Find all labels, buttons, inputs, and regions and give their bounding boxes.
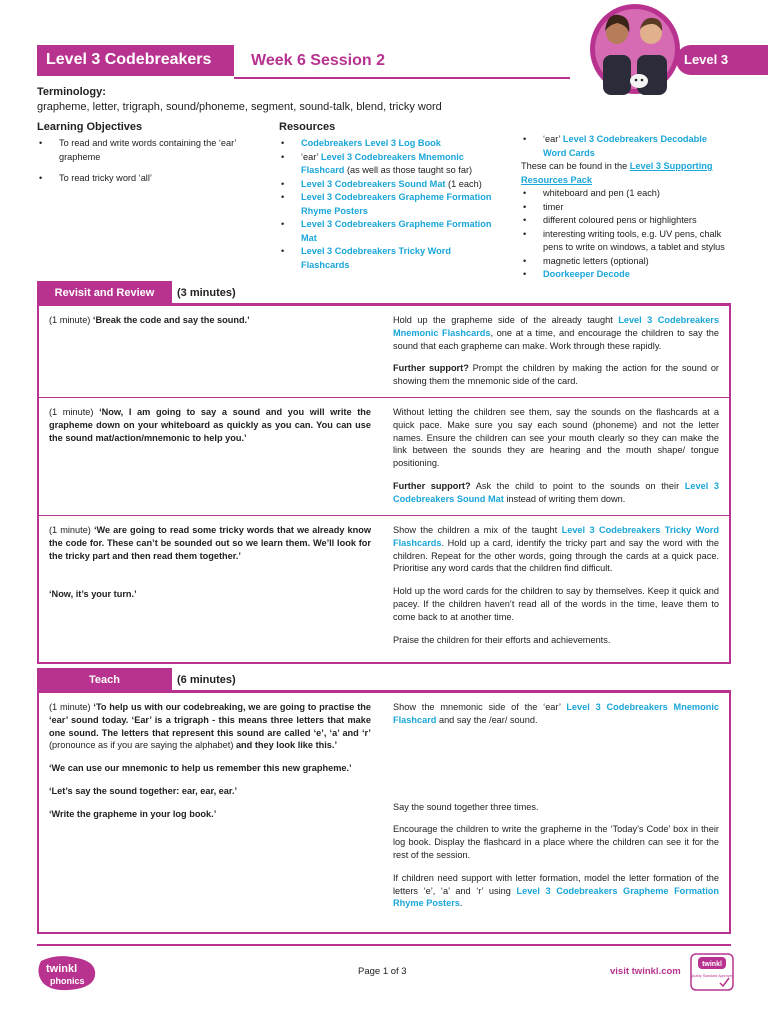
svg-text:Quality Standard Approved: Quality Standard Approved [690,974,734,978]
resource-item: • Level 3 Codebreakers Sound Mat (1 each) [279,178,494,192]
resource-link[interactable]: Level 3 Codebreakers Decodable Word Cards [543,134,707,158]
header-divider [234,77,570,79]
resource-link[interactable]: Level 3 Codebreakers Grapheme Formation Rhyme Posters [393,885,719,909]
terminology-list: grapheme, letter, trigraph, sound/phoneme, segment, sound-talk, blend, tricky word [37,101,442,113]
learning-objectives-heading: Learning Objectives [37,121,143,133]
resource-link[interactable]: Level 3 Codebreakers Sound Mat [301,178,446,189]
footer-divider [37,944,731,946]
quality-standard-badge [690,953,734,991]
revisit-review-heading: Revisit and Review [37,281,172,305]
supporting-resources-link[interactable]: Level 3 Supporting Resources Pack [521,161,713,185]
resource-link[interactable]: Level 3 Codebreakers Grapheme Formation Rhyme Posters [301,192,492,216]
resource-link[interactable]: Level 3 Codebreakers Mnemonic Flashcards [393,315,719,338]
teacher-script: (1 minute) ‘Break the code and say the sound.’ [49,315,250,325]
teacher-script: (1 minute) ‘To help us with our codebreaking, we are going to practise the ‘ear’ sound today. ‘Ear’ is a trigraph - this means three letters that make one sound. The letters that represent this sound are called ‘e’, ‘a’ and ‘r’ (pronounce as if you are saying the alphabet) and they look like this.’ ‘We can use our mnemonic to help us remember this new grapheme.’ ‘Let’s say the sound together: ear, ear, ear.’ ‘Write the grapheme in your log book.’ [49,702,371,819]
teach-duration: (6 minutes) [177,674,236,686]
svg-text:twinkl: twinkl [46,963,78,975]
table-row [39,306,729,397]
resource-link[interactable]: Level 3 Codebreakers Grapheme Formation Mat [301,219,492,243]
resources-heading: Resources [279,121,336,133]
resource-item: • timer [521,201,731,215]
resources-column-2 [521,133,731,282]
resource-link[interactable]: Codebreakers Level 3 Log Book [301,138,441,148]
resource-link[interactable]: Level 3 Codebreakers Tricky Word Flashcards [301,246,451,270]
table-row [39,693,729,932]
objective-item: • To read tricky word ‘all’ [37,172,247,186]
resource-item: • interesting writing tools, e.g. UV pens, chalk pens to write on windows, a tablet and stylus [521,228,731,255]
resource-link[interactable]: Doorkeeper Decode [543,269,630,279]
teacher-guidance: Show the children a mix of the taught Level 3 Codebreakers Tricky Word Flashcards. Hold up a card, identify the tricky part and say the word with the children. Repeat for the other words, going through the cards at a quick pace. Prioritise any word cards that the children find difficult. Hold up the word cards for the children to say by themselves. Keep it quick and pacey. If the children haven’t read all of the words in the time, leave them to come back to at another time. Praise the children for their efforts and achievements. [393,525,719,645]
resource-item [279,137,494,151]
objective-item: • To read and write words containing the ‘ear’ grapheme [37,137,247,164]
revisit-review-duration: (3 minutes) [177,287,236,299]
resource-item [279,191,494,218]
revisit-review-table [37,304,731,664]
teach-heading: Teach [37,668,172,692]
resource-link[interactable]: Level 3 Codebreakers Mnemonic Flashcard [301,151,464,175]
resource-link[interactable]: Level 3 Codebreakers Mnemonic Flashcard [393,702,719,725]
supporting-resources-note: These can be found in the Level 3 Supporting Resources Pack [521,161,713,185]
resources-list [279,137,494,272]
teacher-script: (1 minute) ‘We are going to read some tricky words that we already know the code for. These can’t be sounded out so we learn them. We’ll look for the tricky part and then read them together.’ ‘Now, it’s your turn.’ [49,525,371,600]
resource-item [279,218,494,245]
terminology-heading: Terminology: [37,86,106,98]
learning-objectives-list [37,137,247,186]
resource-link[interactable]: Level 3 Codebreakers Tricky Word Flashcards [393,525,719,548]
teach-table [37,691,731,934]
svg-text:phonics: phonics [50,976,85,986]
resource-item: • ‘ear’ Level 3 Codebreakers Mnemonic Flashcard (as well as those taught so far) [279,151,494,178]
resource-item: • different coloured pens or highlighters [521,214,731,228]
page-number: Page 1 of 3 [358,966,407,977]
document-title: Level 3 Codebreakers [37,45,234,76]
teacher-guidance: Show the mnemonic side of the ‘ear’ Level 3 Codebreakers Mnemonic Flashcard and say the /ear/ sound. Say the sound together three times. Encourage the children to write the grapheme in the ‘Today’s Code’ box in their log book. Display the flashcard in a place where the children can see it for the rest of the session. If children need support with letter formation, model the letter formation of the letters ‘e’, ‘a’ and ‘r’ using Level 3 Codebreakers Grapheme Formation Rhyme Posters. [393,702,719,909]
resource-item [279,245,494,272]
table-row [39,397,729,515]
codebreaker-characters-illustration [589,3,681,95]
teacher-guidance: Without letting the children see them, say the sounds on the flashcards at a quick pace. Make sure you say each sound (phoneme) and not the letter names. Ensure the children can see your mouth clearly so they can make the link between the sounds they are hearing and the mouth shape/ tongue positioning. Further support? Ask the child to point to the sounds on their Level 3 Codebreakers Sound Mat instead of writing them down. [393,407,720,504]
resource-item: • ‘ear’ Level 3 Codebreakers Decodable Word Cards [521,133,731,160]
twinkl-phonics-logo [37,955,99,993]
resource-link[interactable]: Level 3 Codebreakers Sound Mat [393,480,720,504]
resource-item [521,268,731,282]
svg-text:twinkl: twinkl [702,961,722,968]
teacher-script: (1 minute) ‘Now, I am going to say a sound and you will write the grapheme down on your whiteboard as quickly as you can. You can use the sound mat/action/mnemonic to help you.’ [49,407,371,443]
teacher-guidance: Hold up the grapheme side of the already taught Level 3 Codebreakers Mnemonic Flashcards, one at a time, and encourage the children to say the sound that each grapheme can make. Work through these rapidly. Further support? Prompt the children by making the action for the sound or showing them the mnemonic side of the card. [393,315,719,387]
visit-link[interactable]: visit twinkl.com [610,966,681,977]
table-row [39,515,729,662]
resource-item: • magnetic letters (optional) [521,255,731,269]
level-badge: Level 3 [676,45,768,75]
session-title: Week 6 Session 2 [251,52,385,69]
resource-item: • whiteboard and pen (1 each) [521,187,731,201]
